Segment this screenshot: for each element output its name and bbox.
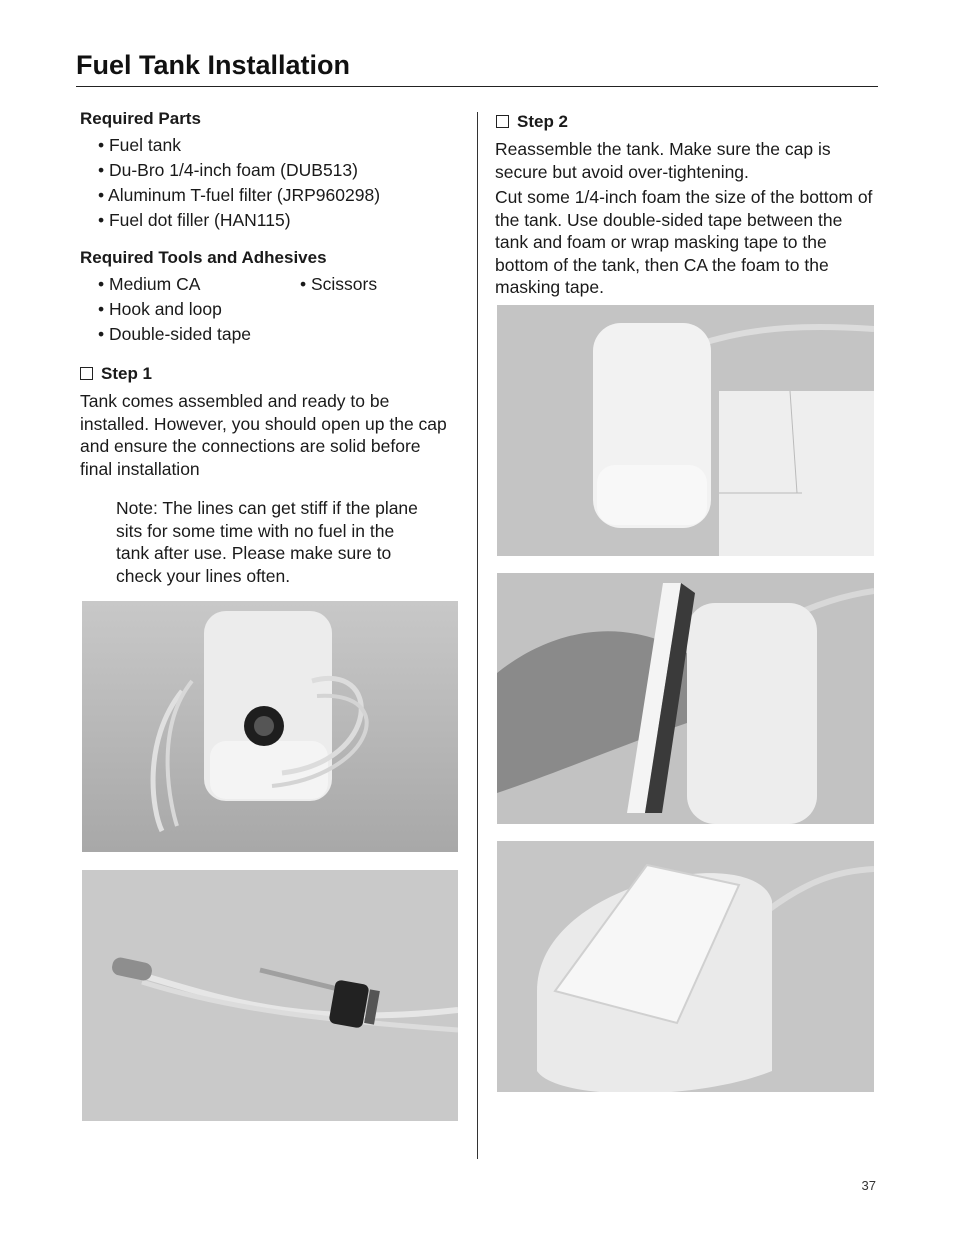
list-item: • Scissors: [300, 274, 378, 294]
hand-foam-photo: [497, 573, 874, 824]
title-divider: [76, 86, 878, 87]
list-item: • Hook and loop: [98, 299, 222, 319]
step2-heading: [496, 112, 568, 132]
step1-label: Step 1: [101, 364, 153, 383]
list-item: • Fuel dot filler (HAN115): [98, 210, 291, 230]
column-divider: [477, 112, 478, 1159]
step2-paragraph-1: Reassemble the tank. Make sure the cap is secure but avoid over-tightening.: [495, 139, 831, 182]
page-number: 37: [861, 1178, 876, 1193]
stopper-photo: [82, 870, 458, 1121]
tools-heading: Required Tools and Adhesives: [80, 248, 327, 267]
required-parts-heading: Required Parts: [80, 109, 201, 128]
step1-heading: [80, 364, 152, 384]
list-item: • Du-Bro 1/4-inch foam (DUB513): [98, 160, 358, 180]
step1-text: Tank comes assembled and ready to be installed. However, you should open up the cap and ensure the connections are solid before final installation: [80, 391, 447, 479]
step2-label: Step 2: [517, 112, 569, 131]
tank-photo: [82, 601, 458, 852]
required-parts-list: [98, 133, 380, 233]
list-item: • Medium CA: [98, 274, 201, 294]
note-text: Note: The lines can get stiff if the plane sits for some time with no fuel in the tank after use. Please make sure to check your lines often.: [116, 498, 418, 586]
list-item: • Aluminum T-fuel filter (JRP960298): [98, 185, 381, 205]
step2-paragraph-2: Cut some 1/4-inch foam the size of the bottom of the tank. Use double-sided tape between the tank and foam or wrap masking tape to the bottom of the tank, then CA the foam to the masking tape.: [495, 187, 873, 297]
list-item: • Fuel tank: [98, 135, 181, 155]
foam-attached-photo: [497, 841, 874, 1092]
list-item: • Double-sided tape: [98, 324, 252, 344]
tank-foam-photo: [497, 305, 874, 556]
page-title: Fuel Tank Installation: [76, 50, 351, 80]
checkbox-icon[interactable]: [80, 367, 93, 380]
checkbox-icon[interactable]: [496, 115, 509, 128]
